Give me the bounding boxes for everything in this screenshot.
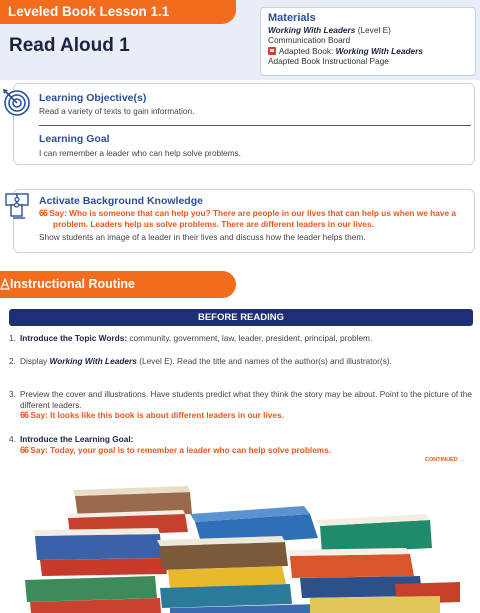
step-text: community, government, law, leader, president, principal, problem. [127,333,373,343]
before-reading-bar: BEFORE READING [9,309,473,326]
step-pre: Display [20,356,50,366]
step-bold: Introduce the Topic Words: [20,333,128,343]
materials-book-level: (Level E) [357,25,391,35]
materials-book-title[interactable]: Working With Leaders [268,25,356,35]
step-4 [9,434,475,455]
step-number: 2. [9,356,16,366]
pdf-icon[interactable] [268,47,276,55]
lesson-label: Leveled Book Lesson 1.1 [0,0,236,24]
step-number: 3. [9,389,16,399]
materials-adapted-title[interactable]: Working With Leaders [335,45,423,56]
step-text: (Level E). Read the title and names of the author(s) and illustrator(s). [136,356,392,366]
step-say-text: Say: It looks like this book is about different leaders in our lives. [30,410,284,420]
materials-board: Communication Board [268,35,351,46]
goal-heading: Learning Goal [39,133,110,145]
background-say [39,208,471,229]
quote-icon: 66 [39,208,48,218]
routine-icon [0,278,10,290]
routine-heading: Instructional Routine [0,271,236,298]
step-number: 1. [9,333,16,343]
target-icon [0,86,32,118]
objective-heading: Learning Objective(s) [39,92,147,104]
materials-instructional-page: Adapted Book Instructional Page [268,55,389,66]
step-2 [9,356,475,367]
step-text: Preview the cover and illustrations. Have students predict what they think the story may be about. Point to the picture of the different leaders. [20,389,472,410]
step-1 [9,333,475,344]
step-3 [9,389,475,421]
background-text: Show students an image of a leader in their lives and discuss how the leader helps them. [39,232,366,242]
step-book-title: Working With Leaders [49,356,137,366]
continued-link[interactable]: CONTINUED → [425,457,465,463]
materials-box [260,7,476,76]
step-number: 4. [9,434,16,444]
goal-text: I can remember a leader who can help solve problems. [39,148,241,158]
page-title: Read Aloud 1 [9,35,130,56]
step-bold: Introduce the Learning Goal: [20,434,134,444]
step-say-text: Say: Today, your goal is to remember a leader who can help solve problems. [30,444,332,455]
materials-book [268,25,468,35]
books-illustration [20,484,460,613]
objective-divider [39,125,471,126]
objective-text: Read a variety of texts to gain information. [39,106,195,116]
background-say-text: Say: Who is someone that can help you? There are people in our lives that can help us when we have a problem. Leaders help us solve problems. There are different leaders in our lives. [49,208,456,229]
quote-icon: 66 [20,444,29,455]
step-say [20,410,475,421]
materials-adapted-prefix: Adapted Book: [278,45,334,56]
background-heading: Activate Background Knowledge [39,195,203,207]
materials-heading: Materials [268,12,316,24]
materials-adapted [268,46,468,56]
puzzle-icon [4,191,32,221]
step-say [20,445,475,456]
quote-icon: 66 [20,410,29,420]
